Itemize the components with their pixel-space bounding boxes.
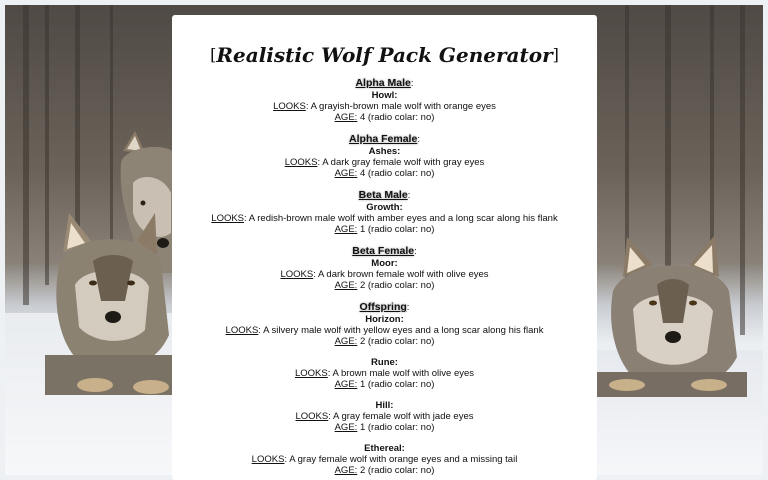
wolf-role: Beta Female [352,245,415,257]
wolf-age [172,168,597,179]
age-value: 4 (radio colar: no) [359,168,435,179]
age-value: 1 (radio colar: no) [359,224,435,235]
wolf-looks: LOOKS: A redish-brown male wolf with amber eyes and a long scar along his flank [211,213,558,224]
looks-value: A brown male wolf with olive eyes [332,368,475,379]
looks-label: LOOKS [295,411,329,422]
age-value: 1 (radio colar: no) [359,422,435,433]
wolf-image-right [597,227,747,397]
wolf-image-left-front [45,205,175,395]
wolf-entry [172,443,597,476]
generator-panel [172,15,597,480]
wolf-name: Ashes: [368,146,401,157]
wolf-looks: LOOKS: A gray female wolf with orange eyes and a missing tail [251,454,518,465]
wolf-looks: LOOKS: A dark brown female wolf with olive eyes [280,269,489,280]
wolf-role: Alpha Male [355,77,411,89]
wolf-entry: Alpha Male: Howl: LOOKS: A grayish-brown male wolf with orange eyes AGE: 4 (radio colar: no) [172,77,597,123]
looks-label: LOOKS [251,454,285,465]
wolf-name: Hill: [375,400,394,411]
looks-value: A grayish-brown male wolf with orange eyes [310,101,496,112]
wolf-name: Growth: [366,202,403,213]
wolf-name: Howl: [371,90,398,101]
age-label: AGE: [334,280,358,291]
page-title [172,43,597,67]
wolf-name: Ethereal: [364,443,405,454]
looks-label: LOOKS [294,368,328,379]
wolf-entry: Alpha Female: Ashes: LOOKS: A dark gray female wolf with gray eyes AGE: 4 (radio colar: no) [172,133,597,179]
wolf-entry: Beta Male: Growth: LOOKS: A redish-brown male wolf with amber eyes and a long scar along his flank AGE: 1 (radio colar: no) [172,189,597,235]
age-value: 1 (radio colar: no) [359,379,435,390]
age-label: AGE: [334,336,358,347]
wolf-entry: Beta Female: Moor: LOOKS: A dark brown female wolf with olive eyes AGE: 2 (radio colar: no) [172,245,597,291]
wolf-name: Horizon: [365,314,404,325]
wolf-role: Beta Male [358,189,408,201]
wolf-age [172,280,597,291]
looks-label: LOOKS [284,157,318,168]
title-bracket-left: [ [210,45,217,64]
age-label: AGE: [334,465,358,476]
wolf-entry [172,400,597,433]
wolf-role: Alpha Female [349,133,418,145]
looks-label: LOOKS [273,101,306,112]
looks-value: A gray female wolf with jade eyes [333,411,474,422]
wolf-looks: LOOKS: A dark gray female wolf with gray eyes [284,157,485,168]
wolf-entry [172,357,597,390]
wolf-age [172,379,597,390]
age-label: AGE: [334,112,358,123]
age-value: 4 (radio colar: no) [359,112,435,123]
wolf-age [172,224,597,235]
age-label: AGE: [334,422,358,433]
wolf-name: Moor: [371,258,398,269]
looks-value: A gray female wolf with orange eyes and a missing tail [289,454,518,465]
wolf-looks: LOOKS: A grayish-brown male wolf with orange eyes [273,101,496,112]
title-bracket-right: ] [552,45,559,64]
wolf-looks: LOOKS: A gray female wolf with jade eyes [295,411,474,422]
wolf-entry: Offspring: Horizon: LOOKS: A silvery male wolf with yellow eyes and a long scar along his flank AGE: 2 (radio colar: no) [172,301,597,347]
age-label: AGE: [334,224,358,235]
age-value: 2 (radio colar: no) [359,465,435,476]
wolf-looks: LOOKS: A brown male wolf with olive eyes [294,368,475,379]
wolf-name: Rune: [371,357,398,368]
wolf-age [172,112,597,123]
looks-value: A dark gray female wolf with gray eyes [322,157,485,168]
looks-value: A silvery male wolf with yellow eyes and a long scar along his flank [263,325,544,336]
wolf-role: Offspring [359,301,407,313]
looks-label: LOOKS [211,213,245,224]
wolf-looks: LOOKS: A silvery male wolf with yellow eyes and a long scar along his flank [225,325,544,336]
age-value: 2 (radio colar: no) [359,336,435,347]
age-label: AGE: [334,168,358,179]
looks-value: A dark brown female wolf with olive eyes [317,269,489,280]
age-label: AGE: [334,379,358,390]
wolf-list [172,77,597,476]
wolf-age [172,336,597,347]
wolf-age [172,422,597,433]
wolf-age [172,465,597,476]
age-value: 2 (radio colar: no) [359,280,435,291]
title-text: Realistic Wolf Pack Generator [216,43,553,67]
looks-value: A redish-brown male wolf with amber eyes and a long scar along his flank [248,213,558,224]
looks-label: LOOKS [280,269,314,280]
looks-label: LOOKS [225,325,259,336]
